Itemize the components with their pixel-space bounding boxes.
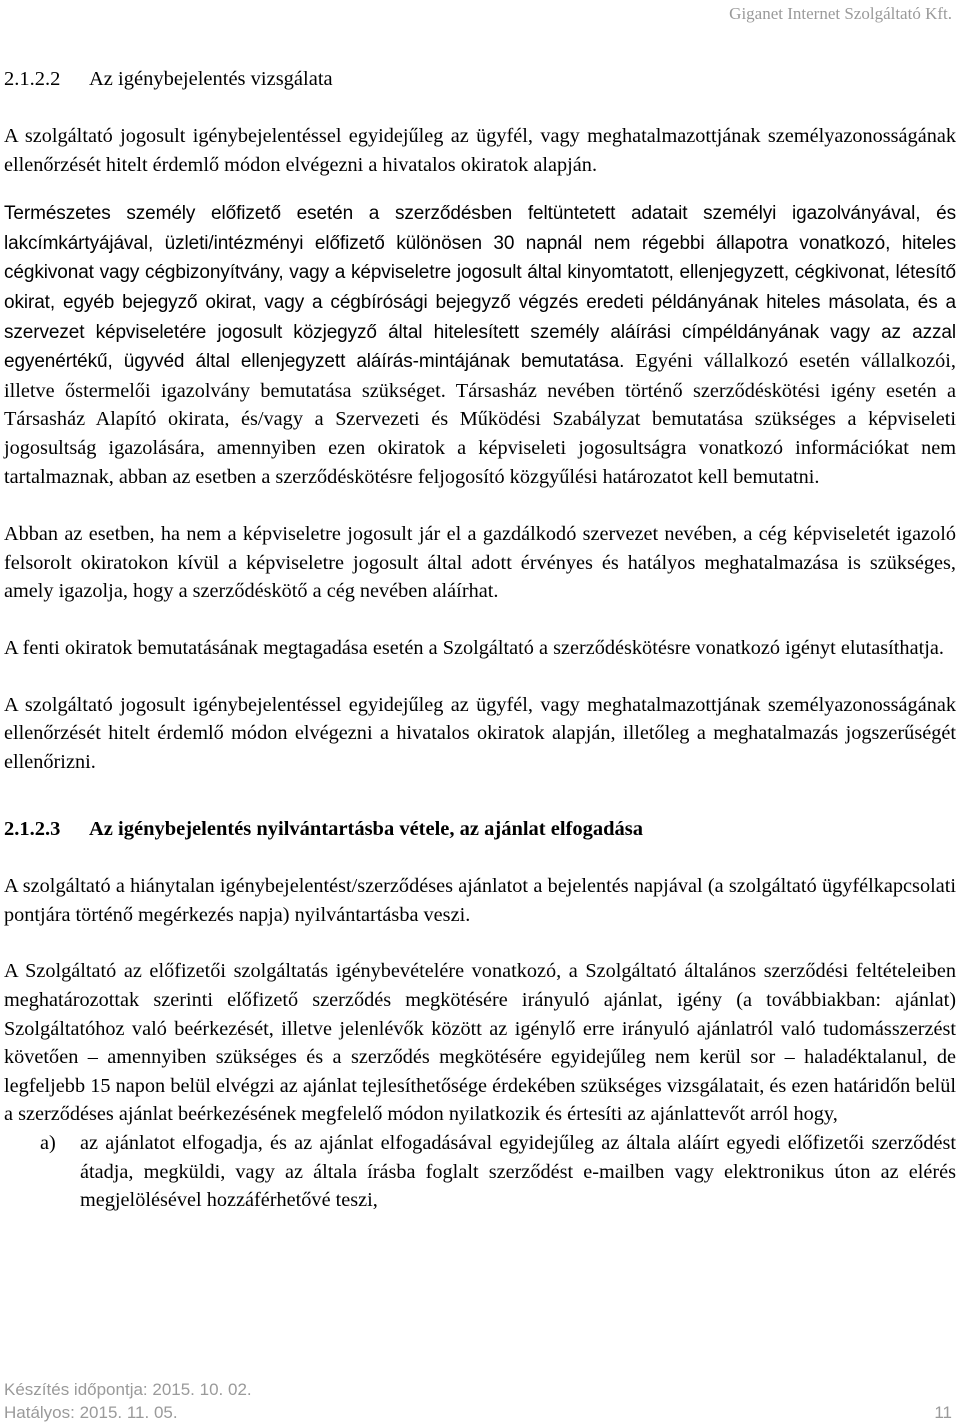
section-number: 2.1.2.2 (4, 68, 61, 90)
paragraph: A szolgáltató a hiánytalan igénybejelentést/szerződéses ajánlatot a bejelentés napjával (a szolgáltató ügyfélkapcsolati pontjára történő megérkezés napja) nyilvántartásba veszi. (4, 875, 956, 926)
section-title: Az igénybejelentés nyilvántartásba vétele, az ajánlat elfogadása (89, 818, 643, 841)
paragraph: Abban az esetben, ha nem a képviseletre jogosult jár el a gazdálkodó szervezet nevében, a cég képviseletét igazoló felsorolt okiratokon kívül a képviseletre jogosult által adott érvényes és hatályos meghatalmazása is szükséges, amely igazolja, hogy a szerződéskötő a cég nevében aláírhat. (4, 523, 956, 603)
paragraph: A fenti okiratok bemutatásának megtagadása esetén a Szolgáltató a szerződéskötésre vonatkozó igényt elutasíthatja. (4, 636, 944, 659)
paragraph: A szolgáltató jogosult igénybejelentéssel egyidejűleg az ügyfél, vagy meghatalmazottjának személyazonosságának ellenőrzését hitelt érdemlő módon elvégezni a hivatalos okiratok alapján. (4, 125, 956, 176)
list-marker: a) (40, 1132, 56, 1155)
paragraph: A Szolgáltató az előfizetői szolgáltatás igénybevételére vonatkozó, a Szolgáltató általános szerződési feltételeiben meghatározottak szerinti előfizető szerződés megkötésére irányuló ajánlat, igény (a továbbiakban: ajánlat) Szolgáltatóhoz való beérkezését, illetve jelenlévők között az igénylő erre irányuló ajánlatról való tudomásszerzést követően – amennyiben szükséges és a szerződés megkötésére egyidejűleg nem kerül sor – haladéktalanul, de legfeljebb 15 napon belül elvégzi az ajánlat tejlesíthetősége érdekében szükséges vizsgálatait, és ezen határidőn belül a szerződéses ajánlat beérkezésének megfelelő módon nyilatkozik és értesíti az ajánlattevőt arról hogy, (4, 960, 956, 1126)
paragraph (4, 199, 956, 491)
effective-date: Hatályos: 2015. 11. 05. (4, 1403, 178, 1422)
section-number: 2.1.2.3 (4, 818, 61, 841)
paragraph-serif-part: Egyéni vállalkozó esetén vállalkozói, illetve őstermelői igazolvány bemutatása szükséget. Társasház nevében történő szerződéskötési igény esetén a Társasház Alapító okirata, és/vagy a Szervezeti és Működési Szabályzat bemutatása szükséges a képviseleti jogosultság igazolására, amennyiben ezen okiratok a képviseleti jogosultságra vonatkozó információkat nem tartalmaznak, abban az esetben a szerződéskötésre feljogosító közgyűlési határozatot kell bemutatni. (4, 350, 956, 488)
section-heading (4, 816, 956, 842)
paragraph: A szolgáltató jogosult igénybejelentéssel egyidejűleg az ügyfél, vagy meghatalmazottjának személyazonosságának ellenőrzését hitelt érdemlő módon elvégezni a hivatalos okiratok alapján, illetőleg a meghatalmazás jogszerűségét ellenőrizni. (4, 693, 956, 773)
page-footer (4, 1378, 952, 1424)
section-heading (4, 66, 956, 92)
paragraph-sans-part: Természetes személy előfizető esetén a szerződésben feltüntetett adatait személyi igazolványával, és lakcímkártyájával, üzleti/intézményi előfizető különösen 30 napnál nem régebbi állapotra vonatkozó, hiteles cégkivonat vagy cégbizonyítvány, vagy a képviseletre jogosult által kinyomtatott, ellenjegyzett, cégkivonat, létesítő okirat, egyéb bejegyző okirat, vagy a cégbírósági bejegyző végzés eredeti példányának hiteles másolata, és a szervezet képviseletére jogosult közjegyző által hitelesített személy aláírási címpéldányának vagy az azzal egyenértékű, ügyvéd által ellenjegyzett aláírás-mintájának bemutatása. (4, 203, 956, 373)
page-header: Giganet Internet Szolgáltató Kft. (729, 4, 952, 23)
section-title: Az igénybejelentés vizsgálata (89, 68, 333, 90)
creation-date: Készítés időpontja: 2015. 10. 02. (4, 1380, 252, 1399)
page-number: 11 (934, 1403, 952, 1422)
list-item (4, 1129, 956, 1215)
document-body (4, 64, 956, 1215)
list-text: az ajánlatot elfogadja, és az ajánlat elfogadásával egyidejűleg az általa aláírt egyedi előfizetői szerződést átadja, megküldi, vagy az általa írásba foglalt szerződést e-mailben vagy elektronikus úton az elérés megjelölésével hozzáférhetővé teszi, (80, 1132, 956, 1212)
